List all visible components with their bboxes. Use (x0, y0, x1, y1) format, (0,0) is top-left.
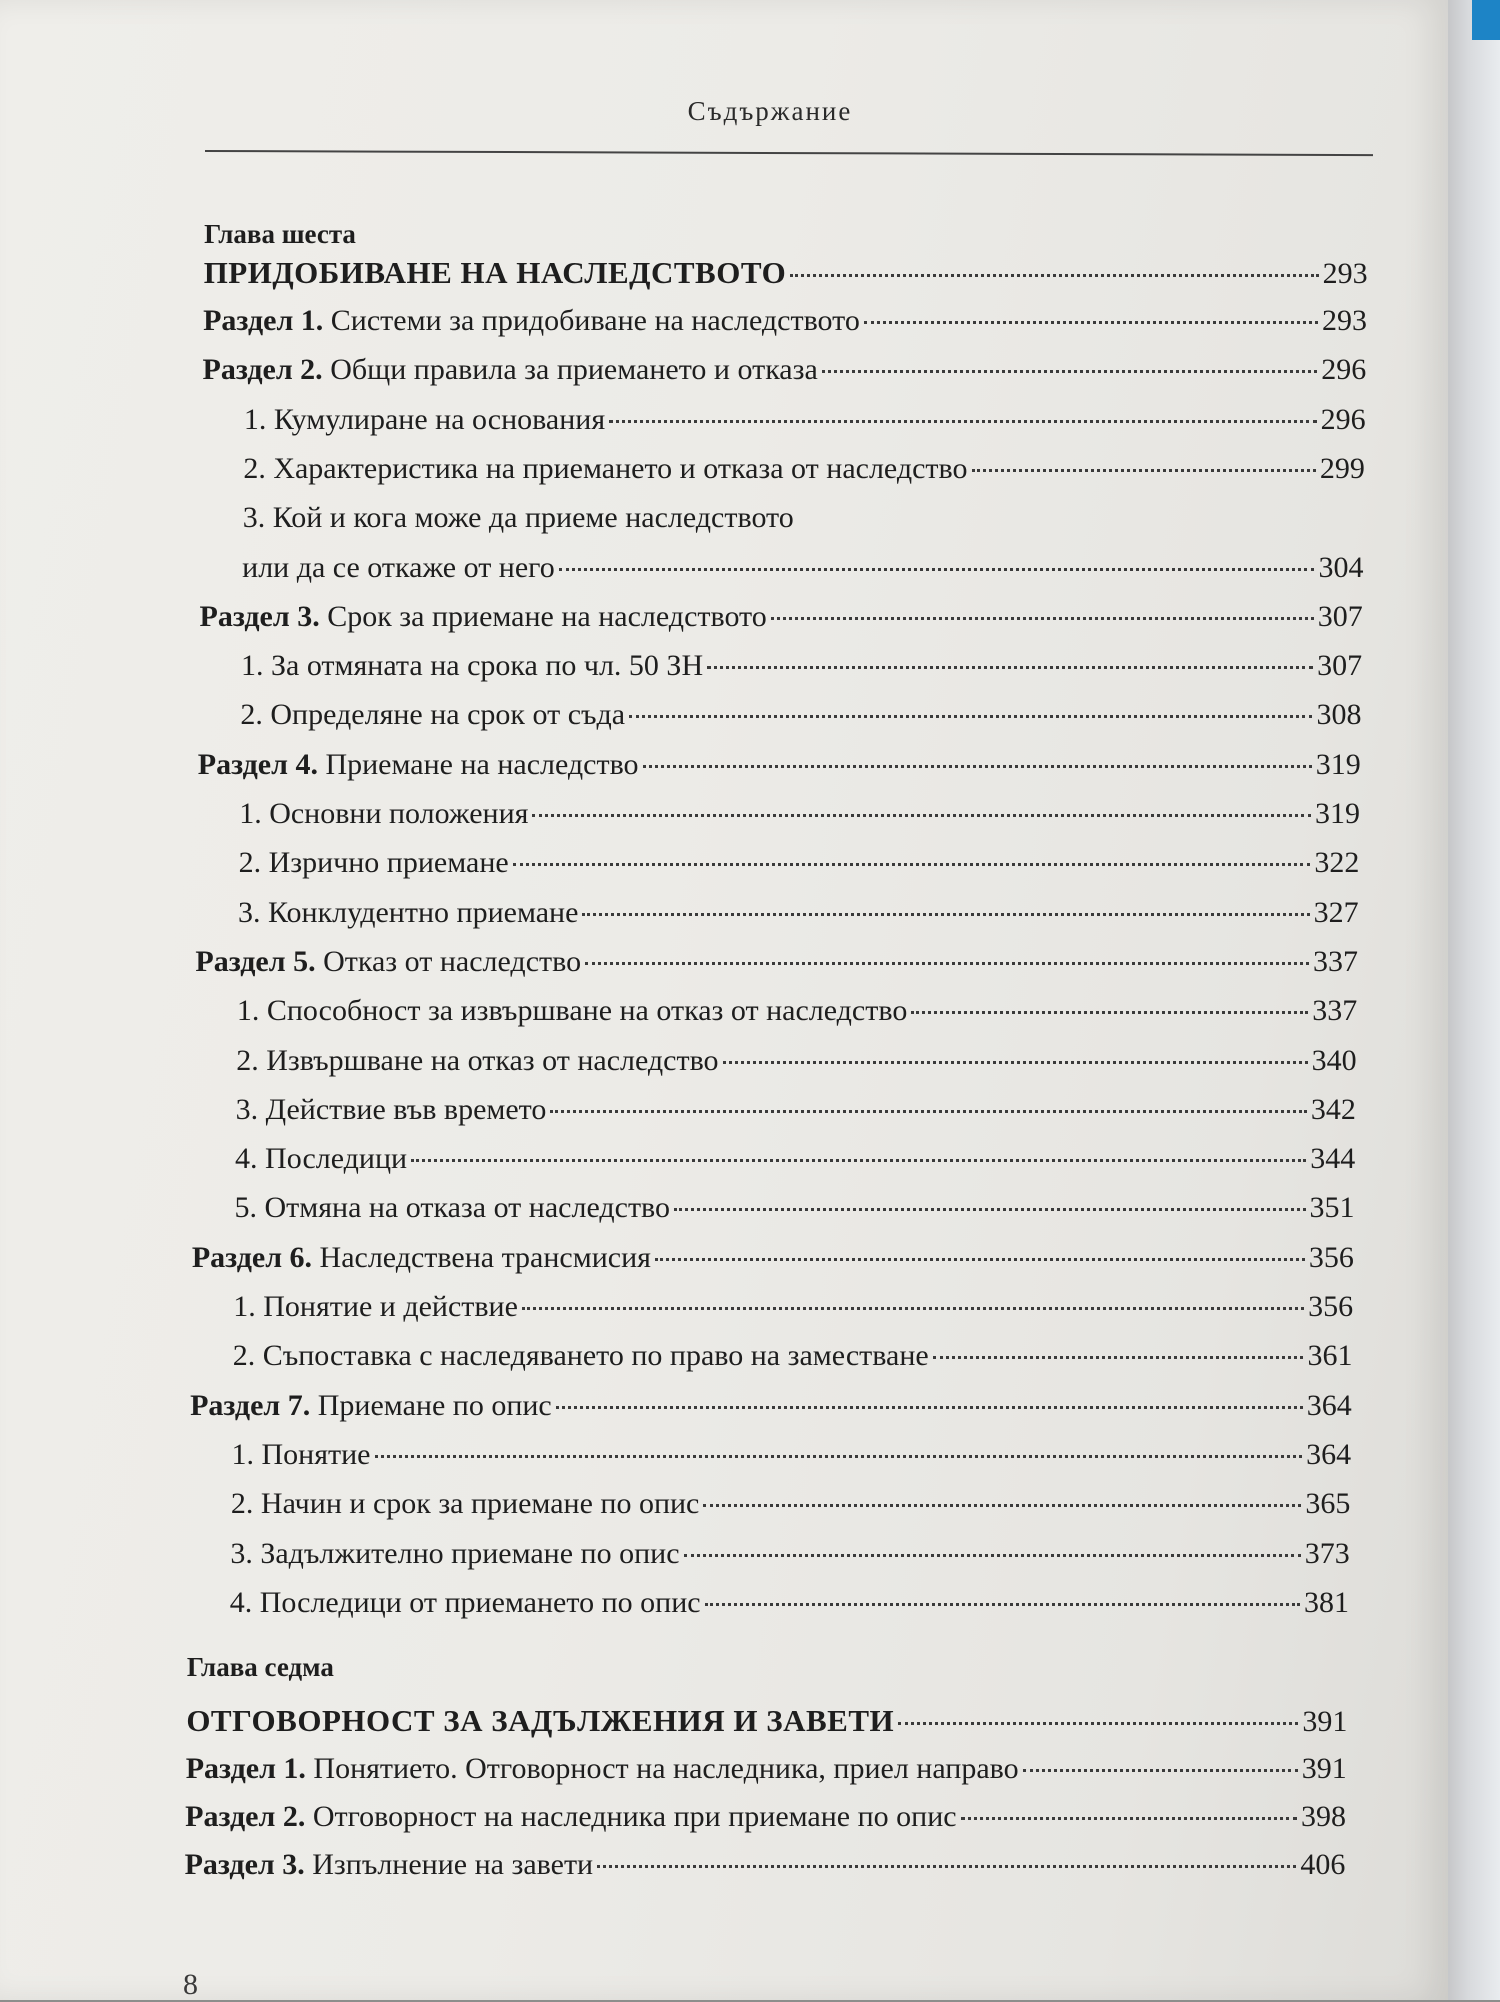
entry-text: Наследствена трансмисия (312, 1240, 651, 1274)
entry-title (238, 896, 578, 930)
entry-title (236, 1044, 718, 1078)
toc-section-row (200, 600, 1363, 634)
entry-title (235, 1142, 407, 1176)
entry-text: 1. Способност за извършване на отказ от наследство (236, 994, 908, 1028)
toc-subsection-row (234, 1191, 1354, 1225)
entry-text: 4. Последици (235, 1142, 408, 1176)
dot-leader (684, 1554, 1301, 1557)
entry-title (185, 1848, 594, 1882)
page-number: 307 (1317, 649, 1363, 683)
entry-text: Приемане по опис (310, 1388, 552, 1422)
entry-title (236, 1093, 547, 1127)
toc-section-row (198, 748, 1361, 782)
entry-text: 1. Кумулиране на основания (243, 402, 606, 436)
section-prefix: Раздел 1. (203, 304, 324, 337)
section-prefix: Раздел 5. (195, 944, 316, 978)
dot-leader (655, 1258, 1305, 1261)
toc-subsection-row (243, 501, 1364, 535)
dot-leader (933, 1356, 1304, 1359)
entry-text: 4. Последици от приемането по опис (229, 1585, 701, 1619)
page-number: 322 (1314, 846, 1360, 880)
section-prefix: Раздел 6. (191, 1240, 313, 1274)
dot-leader (411, 1159, 1306, 1162)
dot-leader (522, 1307, 1304, 1310)
dot-leader (771, 617, 1314, 620)
entry-text: 2. Извършване на отказ от наследство (236, 1043, 719, 1077)
entry-text: 2. Определяне на срок от съда (240, 698, 626, 732)
dot-leader (532, 814, 1311, 817)
section-prefix: Раздел 4. (197, 747, 318, 781)
entry-title (232, 1438, 371, 1472)
entry-title (243, 501, 794, 535)
entry-text: Понятието. Отговорност на наследника, приел направо (305, 1752, 1019, 1785)
section-prefix: Раздел 7. (190, 1388, 311, 1422)
toc-subsection-row (240, 698, 1361, 732)
page-number: 299 (1319, 451, 1365, 485)
chapter-title-row (186, 1703, 1347, 1739)
toc-subsection-row (231, 1487, 1350, 1521)
entry-text: 5. Отмяна на отказа от наследство (234, 1191, 671, 1225)
dot-leader (550, 1110, 1307, 1113)
page-number: 304 (1318, 550, 1364, 584)
dot-leader (723, 1061, 1308, 1064)
entry-title (234, 1191, 670, 1225)
chapter-title-row (204, 255, 1368, 291)
page-number: 340 (1311, 1043, 1357, 1077)
toc-subsection-row (233, 1339, 1353, 1373)
dot-leader (707, 666, 1313, 669)
entry-title (190, 1389, 552, 1423)
dot-leader (864, 321, 1318, 324)
page-number: 364 (1306, 1437, 1352, 1471)
section-prefix: Раздел 3. (199, 599, 320, 633)
entry-title (200, 600, 767, 634)
page-header: Съдържание (687, 96, 853, 126)
entry-text: 2. Изрично приемане (238, 846, 509, 880)
toc-section-row (185, 1848, 1346, 1882)
dot-leader (556, 1406, 1303, 1409)
entry-text: 3. Кой и кога може да приеме наследството (242, 501, 794, 535)
section-prefix: Раздел 3. (184, 1848, 305, 1881)
entry-text: Системи за придобиване на наследството (323, 304, 860, 337)
entry-title (233, 1339, 929, 1373)
toc-subsection-row (242, 551, 1363, 585)
entry-title (230, 1586, 701, 1620)
folio-number: 8 (183, 1968, 198, 2001)
chapter-label: Глава седма (186, 1652, 334, 1682)
page-number: 293 (1321, 304, 1367, 337)
dot-leader (705, 1603, 1300, 1606)
entry-text: Приемане на наследство (317, 747, 639, 781)
entry-text: 1. Основни положения (239, 797, 529, 830)
entry-title (243, 452, 967, 486)
entry-title (195, 945, 581, 979)
section-prefix: Раздел 2. (185, 1800, 306, 1833)
entry-text: 1. Понятие и действие (233, 1290, 518, 1323)
entry-text: 1. За отмяната на срока по чл. 50 ЗН (240, 649, 704, 683)
entry-title (240, 698, 625, 732)
page-number: 296 (1321, 353, 1367, 387)
section-prefix: Раздел 1. (185, 1752, 306, 1785)
toc-subsection-row (235, 1142, 1355, 1176)
dot-leader (513, 863, 1311, 866)
dot-leader (822, 370, 1317, 373)
toc-subsection-row (237, 994, 1357, 1028)
chapter-title: ПРИДОБИВАНЕ НА НАСЛЕДСТВОТО (203, 255, 787, 290)
page-number: 364 (1306, 1388, 1352, 1422)
toc-subsection-row (236, 1044, 1356, 1078)
entry-title (230, 1537, 679, 1571)
entry-title (192, 1241, 651, 1275)
entry-text: 3. Задължително приемане по опис (230, 1536, 680, 1570)
entry-text: Изпълнение на завети (304, 1848, 594, 1881)
page-number: 391 (1302, 1705, 1348, 1738)
entry-text: 3. Конклудентно приемане (238, 895, 579, 929)
dot-leader (609, 420, 1316, 423)
dot-leader (559, 568, 1315, 571)
entry-text: 3. Действие във времето (235, 1092, 547, 1126)
toc-section-row (203, 353, 1367, 387)
entry-text: 2. Съпоставка с наследяването по право на заместване (232, 1339, 929, 1373)
page-number: 406 (1300, 1848, 1346, 1881)
page-number: 319 (1315, 747, 1361, 781)
toc-subsection-row (236, 1093, 1356, 1127)
toc-subsection-row (244, 403, 1366, 437)
toc-section-row (185, 1800, 1346, 1834)
dot-leader (790, 274, 1318, 277)
dot-leader (582, 913, 1309, 916)
toc-subsection-row (238, 896, 1359, 930)
dot-leader (972, 469, 1316, 472)
entry-text: 2. Начин и срок за приемане по опис (230, 1487, 700, 1521)
page-number: 337 (1312, 944, 1358, 978)
entry-title (231, 1487, 699, 1521)
page-number: 365 (1305, 1487, 1351, 1521)
page-number: 391 (1301, 1752, 1347, 1785)
page-number: 307 (1317, 599, 1363, 633)
chapter-title: ОТГОВОРНОСТ ЗА ЗАДЪЛЖЕНИЯ И ЗАВЕТИ (186, 1703, 895, 1738)
entry-text: Срок за приемане на наследството (319, 599, 767, 633)
dot-leader (585, 962, 1309, 965)
entry-text: Отговорност на наследника при приемане по опис (305, 1800, 957, 1833)
toc-subsection-row (233, 1290, 1353, 1324)
page-number: 351 (1309, 1191, 1355, 1225)
page-number: 361 (1307, 1339, 1353, 1373)
entry-title (242, 551, 555, 585)
dot-leader (961, 1817, 1297, 1820)
page-number: 381 (1304, 1585, 1349, 1619)
toc-subsection-row (241, 649, 1362, 683)
dot-leader (703, 1504, 1301, 1507)
entry-title (244, 403, 605, 437)
toc-subsection-row (230, 1586, 1349, 1620)
dot-leader (629, 715, 1312, 718)
page-number: 373 (1304, 1536, 1350, 1570)
entry-title (203, 304, 860, 338)
toc-subsection-row (232, 1438, 1352, 1472)
page-number: 344 (1310, 1142, 1356, 1176)
dot-leader (898, 1722, 1298, 1725)
page-number: 293 (1322, 257, 1368, 290)
toc-section-row (186, 1752, 1347, 1786)
entry-text: Отказ от наследство (315, 944, 582, 978)
dot-leader (375, 1455, 1303, 1458)
dot-leader (674, 1208, 1306, 1211)
toc-subsection-row (239, 846, 1360, 880)
toc-subsection-row (243, 452, 1365, 486)
toc-section-row (195, 945, 1358, 979)
toc-section-row (192, 1241, 1354, 1275)
toc-subsection-row (239, 797, 1360, 831)
page-number: 296 (1320, 402, 1366, 436)
toc-section-row (190, 1389, 1352, 1423)
entry-title (237, 994, 908, 1028)
page-number: 308 (1316, 698, 1362, 732)
page-number: 398 (1301, 1800, 1347, 1833)
entry-title (203, 353, 818, 387)
entry-title (239, 797, 528, 831)
entry-title (198, 748, 639, 782)
section-prefix: Раздел 2. (202, 353, 323, 387)
page-number: 342 (1310, 1092, 1356, 1126)
page-number: 327 (1313, 895, 1359, 929)
entry-title (239, 846, 509, 880)
dot-leader (597, 1865, 1296, 1868)
entry-title (186, 1752, 1019, 1786)
entry-text: 1. Понятие (231, 1437, 371, 1471)
toc-subsection-row (230, 1537, 1349, 1571)
entry-title (185, 1800, 956, 1834)
entry-text: 2. Характеристика на приемането и отказа от наследство (243, 451, 968, 485)
page-number: 356 (1308, 1240, 1354, 1274)
entry-title (233, 1290, 518, 1324)
entry-text: или да се откаже от него (242, 550, 555, 584)
chapter-label: Глава шеста (204, 219, 356, 249)
entry-title (241, 649, 703, 683)
page-number: 337 (1312, 994, 1358, 1028)
page-number: 356 (1308, 1290, 1354, 1323)
dot-leader (911, 1011, 1308, 1014)
toc-section-row (203, 304, 1367, 338)
entry-text: Общи правила за приемането и отказа (322, 353, 818, 387)
dot-leader (1023, 1769, 1298, 1772)
page-number: 319 (1315, 797, 1361, 830)
dot-leader (643, 765, 1312, 768)
